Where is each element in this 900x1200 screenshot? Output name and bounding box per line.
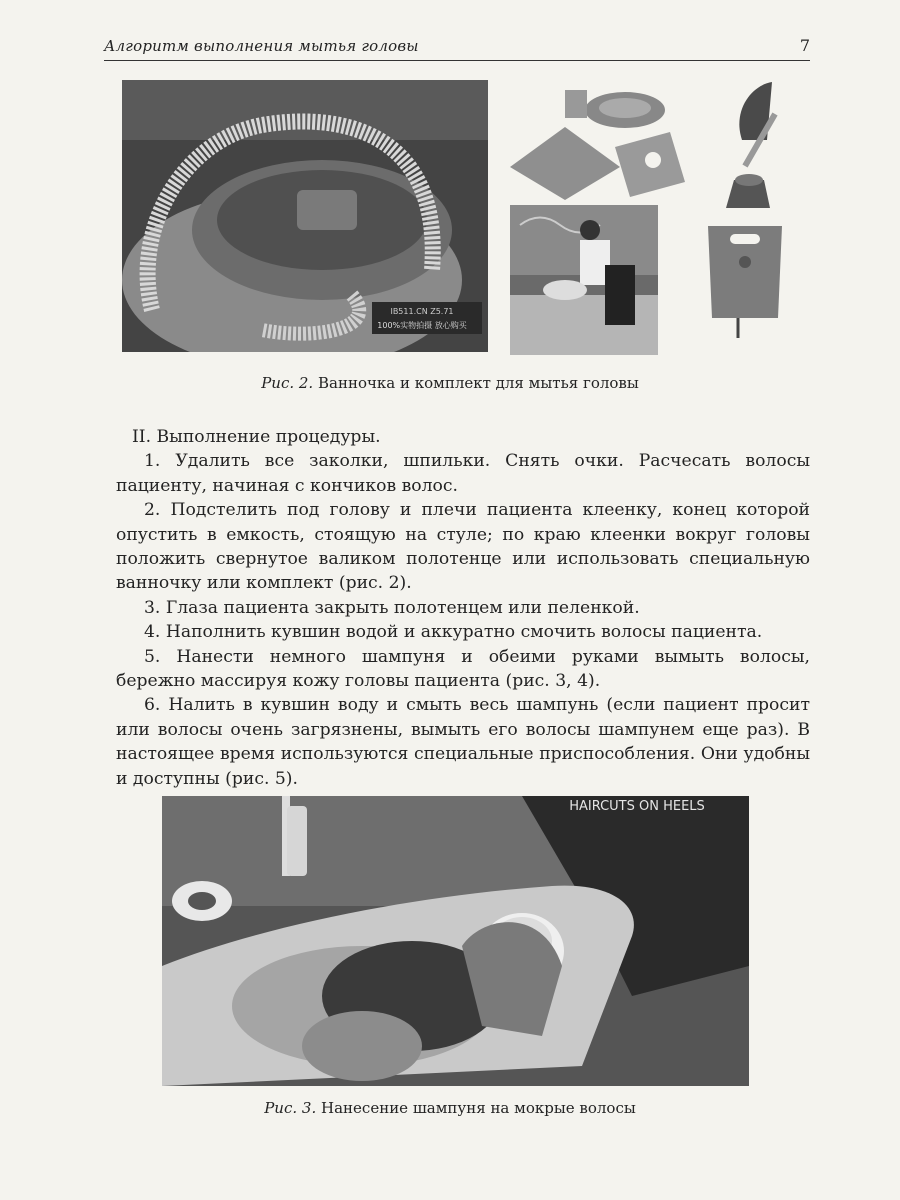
figure2-caption (200, 374, 700, 392)
figure3-caption (200, 1099, 700, 1117)
step-3: 3. Глаза пациента закрыть полотенцем или пеленкой. (144, 597, 640, 618)
water-bag-photo (700, 222, 790, 340)
shirt-text: HAIRCUTS ON HEELS (569, 799, 705, 814)
step-2: 2. Подстелить под голову и плечи пациента клеенку, конец которой опустить в емкость, стоящую на стуле; по краю клеенки вокруг головы положить свернутое валиком полотенце или использовать специальную ванночку или комплект (рис. 2). (116, 500, 810, 594)
shampoo-photo (162, 796, 749, 1086)
kit-photo (505, 82, 705, 202)
figure2-label: Рис. 2. (261, 374, 314, 392)
bedside-washing-photo (510, 205, 658, 355)
figure3-label: Рис. 3. (264, 1099, 317, 1117)
basin-photo (122, 80, 488, 352)
running-header (104, 30, 810, 61)
hand-pump-photo (712, 80, 787, 210)
photo-tag-line2: 100%实物拍摄 放心购买 (377, 321, 467, 330)
step-5: 5. Нанести немного шампуня и обеими руками вымыть волосы, бережно массируя кожу головы пациента (рис. 3, 4). (116, 646, 810, 692)
header-title: Алгоритм выполнения мытья головы (104, 37, 419, 55)
photo-tag-line1: IB511.CN Z5.71 (390, 307, 454, 316)
step-6: 6. Налить в кувшин воду и смыть весь шампунь (если пациент просит или волосы очень загрязнены, вымыть его волосы шампунем еще раз). В настоящее время используются специальные приспособления. Они удобны и доступны (рис. 5). (116, 695, 810, 789)
figure3-caption-text: Нанесение шампуня на мокрые волосы (321, 1099, 636, 1117)
section-heading: II. Выполнение процедуры. (132, 427, 381, 447)
page-number: 7 (799, 36, 810, 55)
step-4: 4. Наполнить кувшин водой и аккуратно смочить волосы пациента. (144, 622, 763, 643)
figure2-caption-text: Ванночка и комплект для мытья головы (317, 374, 639, 392)
procedure-text (116, 425, 810, 791)
step-1: 1. Удалить все заколки, шпильки. Снять очки. Расчесать волосы пациенту, начиная с кончиков волос. (116, 451, 810, 496)
